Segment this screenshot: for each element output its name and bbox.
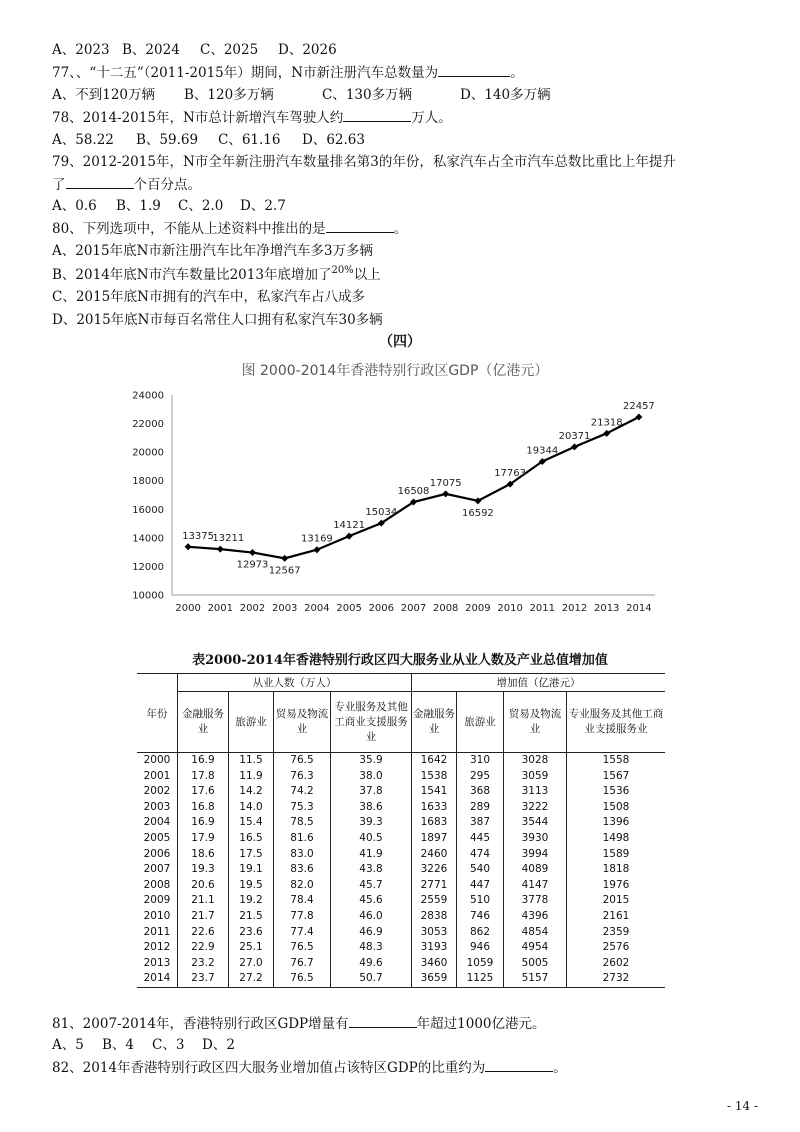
table-cell: 2576: [567, 940, 666, 956]
y-tick-label: 20000: [132, 447, 164, 459]
y-tick-label: 14000: [132, 533, 164, 545]
table-cell: 16.8: [178, 800, 229, 816]
data-point: [571, 443, 578, 450]
table-cell: 17.9: [178, 831, 229, 847]
table-cell: 3659: [412, 971, 457, 987]
table-cell: 1897: [412, 831, 457, 847]
option: A、0.6: [52, 198, 97, 214]
table-cell: 17.6: [178, 784, 229, 800]
table-cell: 78.4: [274, 893, 331, 909]
table-cell: 3930: [504, 831, 567, 847]
table-cell: 1396: [567, 815, 666, 831]
table-cell: 22.6: [178, 925, 229, 941]
table-cell: 21.7: [178, 909, 229, 925]
year-cell: 2007: [137, 862, 178, 878]
x-tick-label: 2005: [336, 603, 362, 614]
table-cell: 3193: [412, 940, 457, 956]
q80-option-c: C、2015年底N市拥有的汽车中，私家汽车占八成多: [52, 289, 365, 305]
table-row: [137, 971, 665, 987]
question-stem-cont: 了: [52, 177, 66, 193]
table-cell: 76.3: [274, 769, 331, 785]
data-label: 13375: [182, 530, 215, 542]
option: A、58.22: [52, 132, 114, 148]
data-label: 19344: [526, 445, 559, 457]
table-cell: 11.9: [229, 769, 274, 785]
y-tick-label: 24000: [132, 390, 164, 402]
year-cell: 2002: [137, 784, 178, 800]
option: A、5: [52, 1037, 84, 1053]
option: D、2.7: [240, 198, 286, 214]
table-cell: 19.5: [229, 878, 274, 894]
q76-options: [52, 41, 337, 59]
question-79: [52, 153, 676, 171]
table-cell: 510: [457, 893, 504, 909]
q80-option-b: [52, 266, 381, 286]
data-point: [442, 490, 449, 497]
chart-title: 图 2000-2014年香港特别行政区GDP（亿港元）: [241, 363, 549, 379]
table-cell: 4396: [504, 909, 567, 925]
option: C、61.16: [218, 132, 281, 148]
table-cell: 2460: [412, 847, 457, 863]
table-cell: 1818: [567, 862, 666, 878]
table-cell: 3226: [412, 862, 457, 878]
option: D、2026: [278, 42, 337, 58]
table-cell: 48.3: [331, 940, 412, 956]
table-cell: 3222: [504, 800, 567, 816]
y-tick-label: 12000: [132, 561, 164, 573]
data-label: 20371: [558, 430, 591, 442]
table-cell: 5005: [504, 956, 567, 972]
option-text: B、2014年底N市汽车数量比2013年底增加了: [52, 267, 332, 283]
x-tick-label: 2001: [207, 603, 234, 614]
table-cell: 46.0: [331, 909, 412, 925]
table-cell: 45.6: [331, 893, 412, 909]
column-header: 专业服务及其他工商业支援服务业: [567, 692, 666, 753]
table-row: [137, 878, 665, 894]
data-point: [185, 543, 192, 550]
year-cell: 2012: [137, 940, 178, 956]
question-stem: 81、2007-2014年，香港特别行政区GDP增量有: [52, 1016, 349, 1032]
answer-blank: [66, 175, 134, 189]
option: D、2: [202, 1037, 235, 1053]
data-label: 14121: [333, 520, 366, 532]
table-cell: 1642: [412, 753, 457, 769]
table-row: [137, 956, 665, 972]
y-tick-label: 10000: [132, 590, 164, 602]
table-cell: 46.9: [331, 925, 412, 941]
data-label: 22457: [622, 401, 655, 413]
data-label: 12973: [236, 559, 269, 571]
table-cell: 3028: [504, 753, 567, 769]
table-cell: 17.5: [229, 847, 274, 863]
table-cell: 14.2: [229, 784, 274, 800]
q77-options: [52, 86, 551, 104]
table-cell: 4854: [504, 925, 567, 941]
data-label: 13169: [300, 533, 333, 545]
year-cell: 2010: [137, 909, 178, 925]
table-cell: 1498: [567, 831, 666, 847]
question-77: [52, 63, 524, 82]
year-cell: 2006: [137, 847, 178, 863]
question-stem: 82、2014年香港特别行政区四大服务业增加值占该特区GDP的比重约为: [52, 1060, 486, 1076]
table-row: [137, 753, 665, 769]
data-label: 13211: [212, 533, 245, 545]
question-end: 。: [553, 1060, 567, 1076]
table-cell: 387: [457, 815, 504, 831]
table-cell: 1558: [567, 753, 666, 769]
table-cell: 76.5: [274, 753, 331, 769]
year-cell: 2008: [137, 878, 178, 894]
x-tick-label: 2006: [368, 603, 395, 614]
table-cell: 2602: [567, 956, 666, 972]
table-cell: 3994: [504, 847, 567, 863]
column-header: 旅游业: [229, 692, 274, 753]
service-industry-table: [137, 673, 665, 988]
data-point: [346, 533, 353, 540]
year-cell: 2011: [137, 925, 178, 941]
table-cell: 946: [457, 940, 504, 956]
option-text-end: 以上: [353, 267, 381, 283]
table-cell: 3544: [504, 815, 567, 831]
table-cell: 19.2: [229, 893, 274, 909]
table-cell: 39.3: [331, 815, 412, 831]
table-cell: 78.5: [274, 815, 331, 831]
data-label: 16508: [397, 486, 430, 498]
question-79-cont: [52, 175, 201, 194]
option: B、4: [102, 1037, 135, 1053]
table-cell: 21.5: [229, 909, 274, 925]
year-header: 年份: [137, 674, 178, 753]
x-tick-label: 2007: [400, 603, 427, 614]
gdp-line-chart: [110, 354, 680, 629]
table-cell: 1589: [567, 847, 666, 863]
answer-blank: [326, 219, 394, 233]
question-78: [52, 108, 452, 127]
table-cell: 4954: [504, 940, 567, 956]
table-cell: 77.8: [274, 909, 331, 925]
x-tick-label: 2012: [561, 603, 588, 614]
option: C、2025: [200, 42, 259, 58]
y-tick-label: 22000: [132, 419, 164, 431]
table-cell: 76.5: [274, 940, 331, 956]
table-cell: 368: [457, 784, 504, 800]
table-cell: 474: [457, 847, 504, 863]
table-cell: 77.4: [274, 925, 331, 941]
q78-options: [52, 131, 365, 149]
year-cell: 2003: [137, 800, 178, 816]
data-point: [217, 546, 224, 553]
x-tick-label: 2000: [175, 603, 201, 614]
option: D、62.63: [302, 132, 365, 148]
year-cell: 2013: [137, 956, 178, 972]
question-stem: 77、、“十二五”（2011-2015年）期间，N市新注册汽车总数量为: [52, 65, 439, 81]
table-cell: 3113: [504, 784, 567, 800]
answer-blank: [438, 63, 510, 77]
table-title: 表2000-2014年香港特别行政区四大服务业从业人数及产业总值增加值: [192, 653, 608, 668]
table-cell: 1976: [567, 878, 666, 894]
x-tick-label: 2011: [529, 603, 556, 614]
table-cell: 16.9: [178, 815, 229, 831]
table-cell: 445: [457, 831, 504, 847]
year-cell: 2014: [137, 971, 178, 987]
table-cell: 41.9: [331, 847, 412, 863]
question-82: [52, 1058, 567, 1077]
q79-options: [52, 197, 286, 215]
table-cell: 76.5: [274, 971, 331, 987]
table-row: [137, 862, 665, 878]
column-header: 金融服务业: [178, 692, 229, 753]
year-cell: 2005: [137, 831, 178, 847]
table-cell: 81.6: [274, 831, 331, 847]
table-cell: 23.2: [178, 956, 229, 972]
table-cell: 19.1: [229, 862, 274, 878]
table-cell: 310: [457, 753, 504, 769]
table-cell: 295: [457, 769, 504, 785]
table-cell: 2732: [567, 971, 666, 987]
table-cell: 3460: [412, 956, 457, 972]
page-number: - 14 -: [726, 1099, 758, 1113]
table-cell: 1059: [457, 956, 504, 972]
table-cell: 447: [457, 878, 504, 894]
table-cell: 862: [457, 925, 504, 941]
option: A、2023: [52, 42, 110, 58]
table-cell: 1536: [567, 784, 666, 800]
table-cell: 5157: [504, 971, 567, 987]
table-cell: 2161: [567, 909, 666, 925]
x-tick-label: 2008: [432, 603, 459, 614]
table-cell: 37.8: [331, 784, 412, 800]
answer-blank: [349, 1014, 417, 1028]
table-cell: 25.1: [229, 940, 274, 956]
data-label: 17763: [494, 468, 527, 480]
table-cell: 3059: [504, 769, 567, 785]
table-cell: 49.6: [331, 956, 412, 972]
answer-blank: [485, 1058, 553, 1072]
question-end: 。: [510, 65, 524, 81]
table-row: [137, 893, 665, 909]
question-stem: 78、2014-2015年，N市总计新增汽车驾驶人约: [52, 110, 344, 126]
answer-blank: [343, 108, 411, 122]
year-cell: 2000: [137, 753, 178, 769]
table-row: [137, 940, 665, 956]
table-row: [137, 784, 665, 800]
table-cell: 76.7: [274, 956, 331, 972]
option: C、2.0: [178, 198, 224, 214]
year-cell: 2009: [137, 893, 178, 909]
question-stem: 80、下列选项中，不能从上述资料中推出的是: [52, 221, 326, 237]
table-cell: 21.1: [178, 893, 229, 909]
table-cell: 16.5: [229, 831, 274, 847]
x-tick-label: 2004: [304, 603, 330, 614]
option: A、不到120万辆: [52, 87, 156, 103]
table-cell: 82.0: [274, 878, 331, 894]
percent-superscript: 20%: [331, 265, 354, 276]
table-cell: 38.6: [331, 800, 412, 816]
table-cell: 3053: [412, 925, 457, 941]
table-cell: 4147: [504, 878, 567, 894]
q80-option-a: A、2015年底N市新注册汽车比年净增汽车多3万多辆: [52, 243, 374, 259]
table-cell: 11.5: [229, 753, 274, 769]
group-header-employment: 从业人数（万人）: [178, 674, 412, 692]
table-cell: 1683: [412, 815, 457, 831]
table-cell: 1508: [567, 800, 666, 816]
table-cell: 23.6: [229, 925, 274, 941]
data-point: [313, 546, 320, 553]
question-81: [52, 1014, 546, 1033]
table-cell: 18.6: [178, 847, 229, 863]
y-tick-label: 18000: [132, 476, 164, 488]
question-end: 个百分点。: [133, 177, 201, 193]
option: D、140多万辆: [460, 87, 551, 103]
table-cell: 35.9: [331, 753, 412, 769]
question-end: 年超过1000亿港元。: [416, 1016, 546, 1032]
table-cell: 19.3: [178, 862, 229, 878]
table-cell: 27.0: [229, 956, 274, 972]
table-cell: 746: [457, 909, 504, 925]
table-cell: 83.0: [274, 847, 331, 863]
table-cell: 15.4: [229, 815, 274, 831]
table-cell: 43.8: [331, 862, 412, 878]
table-cell: 38.0: [331, 769, 412, 785]
table-cell: 2771: [412, 878, 457, 894]
table-cell: 540: [457, 862, 504, 878]
table-cell: 2359: [567, 925, 666, 941]
year-cell: 2004: [137, 815, 178, 831]
table-row: [137, 909, 665, 925]
y-tick-label: 16000: [132, 504, 164, 516]
table-cell: 23.7: [178, 971, 229, 987]
option: C、3: [152, 1037, 185, 1053]
table-cell: 1125: [457, 971, 504, 987]
table-cell: 1538: [412, 769, 457, 785]
table-cell: 14.0: [229, 800, 274, 816]
data-label: 16592: [461, 507, 494, 519]
data-label: 15034: [365, 507, 398, 519]
data-label: 17075: [429, 477, 462, 489]
x-tick-label: 2010: [497, 603, 523, 614]
x-tick-label: 2009: [465, 603, 491, 614]
table-cell: 74.2: [274, 784, 331, 800]
option: C、130多万辆: [322, 87, 413, 103]
table-cell: 22.9: [178, 940, 229, 956]
x-tick-label: 2003: [271, 603, 298, 614]
column-header: 贸易及物流业: [504, 692, 567, 753]
table-cell: 3778: [504, 893, 567, 909]
table-row: [137, 800, 665, 816]
table-row: [137, 769, 665, 785]
option: B、59.69: [136, 132, 199, 148]
column-header: 金融服务业: [412, 692, 457, 753]
year-cell: 2001: [137, 769, 178, 785]
column-header: 贸易及物流业: [274, 692, 331, 753]
table-row: [137, 925, 665, 941]
data-label: 12567: [268, 565, 301, 577]
data-point: [249, 549, 256, 556]
column-header: 专业服务及其他工商业支援服务业: [331, 692, 412, 753]
table-cell: 4089: [504, 862, 567, 878]
section-title: （四）: [379, 334, 421, 350]
x-tick-label: 2014: [626, 603, 652, 614]
table-row: [137, 831, 665, 847]
table-cell: 2559: [412, 893, 457, 909]
table-cell: 50.7: [331, 971, 412, 987]
table-cell: 1633: [412, 800, 457, 816]
q81-options: [52, 1036, 235, 1054]
question-end: 。: [393, 221, 408, 237]
column-header: 旅游业: [457, 692, 504, 753]
table-cell: 27.2: [229, 971, 274, 987]
option: B、2024: [122, 42, 180, 58]
table-cell: 289: [457, 800, 504, 816]
table-cell: 45.7: [331, 878, 412, 894]
q80-option-d: D、2015年底N市每百名常住人口拥有私家汽车30多辆: [52, 312, 383, 328]
question-80: [52, 219, 407, 238]
table-cell: 2838: [412, 909, 457, 925]
table-cell: 17.8: [178, 769, 229, 785]
data-label: 21318: [590, 417, 623, 429]
table-cell: 83.6: [274, 862, 331, 878]
group-header-value-added: 增加值（亿港元）: [412, 674, 666, 692]
question-end: 万人。: [411, 110, 452, 126]
table-cell: 16.9: [178, 753, 229, 769]
data-point: [281, 555, 288, 562]
x-tick-label: 2002: [239, 603, 266, 614]
table-cell: 20.6: [178, 878, 229, 894]
table-cell: 1567: [567, 769, 666, 785]
table-cell: 75.3: [274, 800, 331, 816]
table-cell: 40.5: [331, 831, 412, 847]
table-cell: 1541: [412, 784, 457, 800]
option: B、1.9: [116, 198, 161, 214]
table-row: [137, 847, 665, 863]
question-stem: 79、2012-2015年，N市全年新注册汽车数量排名第3的年份，私家汽车占全市汽车总数比重比上年提升: [52, 154, 676, 170]
table-row: [137, 815, 665, 831]
option: B、120多万辆: [184, 87, 274, 103]
x-tick-label: 2013: [593, 603, 620, 614]
table-cell: 2015: [567, 893, 666, 909]
